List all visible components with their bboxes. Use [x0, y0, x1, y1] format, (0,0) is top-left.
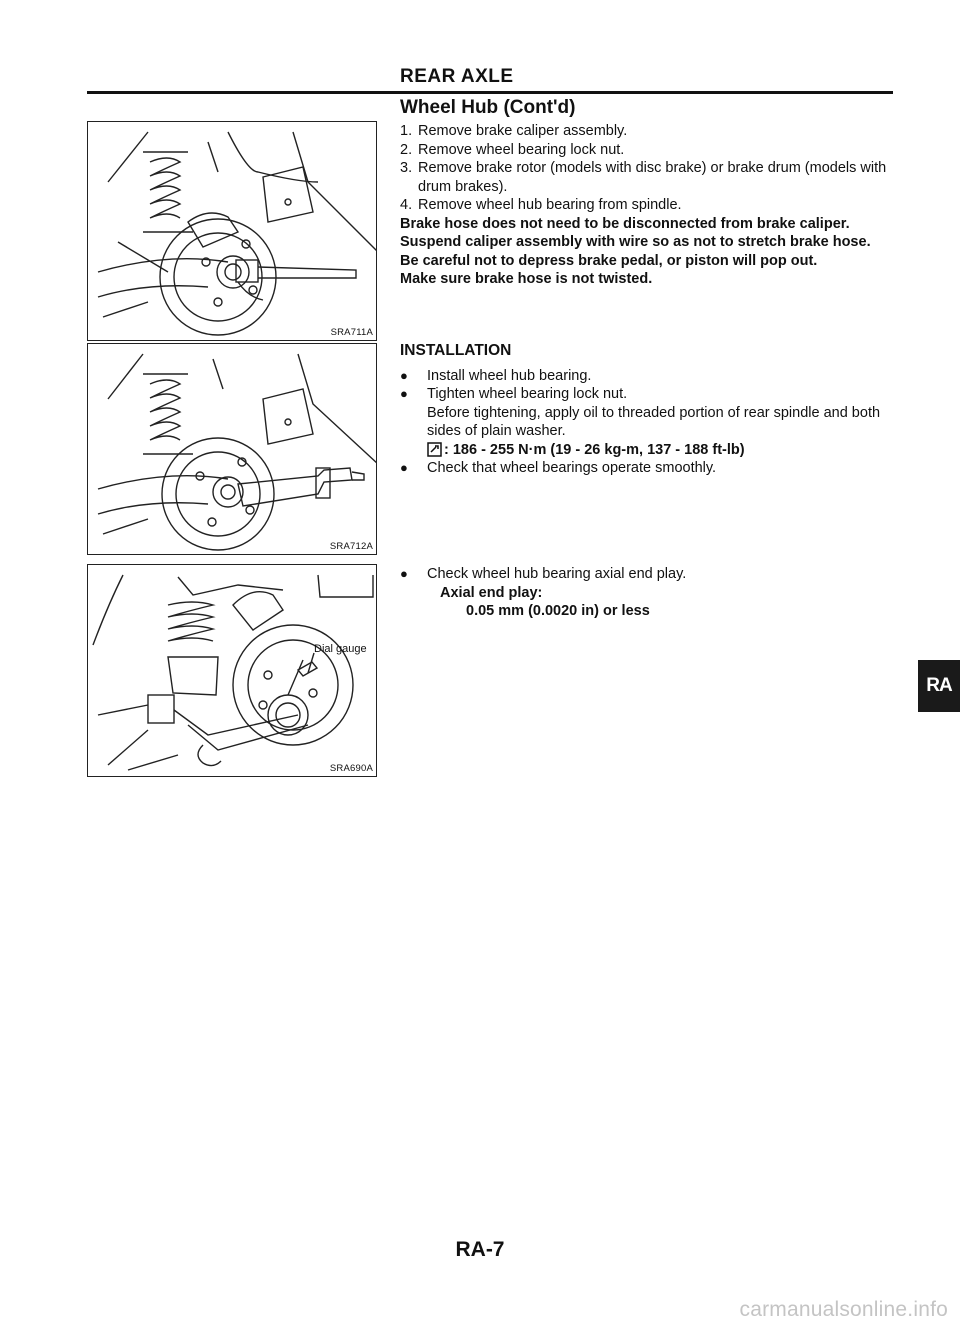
torque-spec: : 186 - 255 N·m (19 - 26 kg-m, 137 - 188 ft-lb): [400, 441, 900, 460]
axial-check-bullet: ● Check wheel hub bearing axial end play.: [400, 566, 687, 582]
caution-text: Brake hose does not need to be disconnected from brake caliper.: [400, 215, 850, 232]
bullet-dot-icon: ●: [400, 367, 408, 383]
caution-text: Make sure brake hose is not twisted.: [400, 271, 653, 287]
caution-text: Be careful not to depress brake pedal, or piston will pop out.: [400, 252, 818, 269]
dial-gauge-illustration: [88, 565, 376, 776]
bullet-dot-icon: ●: [400, 386, 408, 401]
installation-bullet: ● Tighten wheel bearing lock nut.: [400, 386, 628, 402]
page-number: RA-7: [455, 1238, 505, 1261]
subsection-title: Wheel Hub (Cont'd): [400, 97, 576, 118]
removal-step: 3. Remove brake rotor (models with disc brake) or brake drum (models with drum brakes).: [400, 160, 887, 195]
section-tab-ra: RA: [918, 660, 960, 712]
installation-procedure: [400, 330, 900, 478]
figure-code: SRA711A: [330, 327, 373, 338]
removal-procedure: [400, 122, 900, 289]
removal-step: 2. Remove wheel bearing lock nut.: [400, 141, 625, 158]
section-title: REAR AXLE: [400, 66, 514, 87]
bullet-dot-icon: ●: [400, 566, 408, 581]
caliper-removal-illustration: [88, 122, 376, 340]
caution-text: Suspend caliper assembly with wire so as not to stretch brake hose.: [400, 234, 871, 250]
dial-gauge-callout: Dial gauge: [314, 643, 367, 655]
bullet-dot-icon: ●: [400, 460, 408, 475]
figure-lock-nut: [87, 343, 377, 555]
figure-code: SRA712A: [329, 541, 373, 552]
watermark: carmanualsonline.info: [739, 1298, 948, 1321]
removal-step: 1. Remove brake caliper assembly.: [400, 123, 628, 139]
installation-note: Before tightening, apply oil to threaded portion of rear spindle and both sides of plain washer.: [427, 404, 881, 439]
installation-bullet: ● Check that wheel bearings operate smoothly.: [400, 460, 717, 476]
lock-nut-tightening-illustration: [88, 344, 376, 554]
figure-caliper-removal: [87, 121, 377, 341]
installation-heading: INSTALLATION: [400, 342, 512, 359]
installation-bullet: ● Install wheel hub bearing.: [400, 367, 592, 384]
figure-dial-gauge: [87, 564, 377, 777]
axial-end-play-check: [400, 565, 900, 621]
torque-wrench-icon: [427, 442, 442, 457]
removal-step: 4. Remove wheel hub bearing from spindle.: [400, 197, 682, 213]
header-rule: [87, 91, 893, 94]
figure-code: SRA690A: [329, 763, 373, 774]
axial-end-play-value: 0.05 mm (0.0020 in) or less: [466, 603, 650, 619]
axial-end-play-label: Axial end play:: [440, 584, 543, 601]
